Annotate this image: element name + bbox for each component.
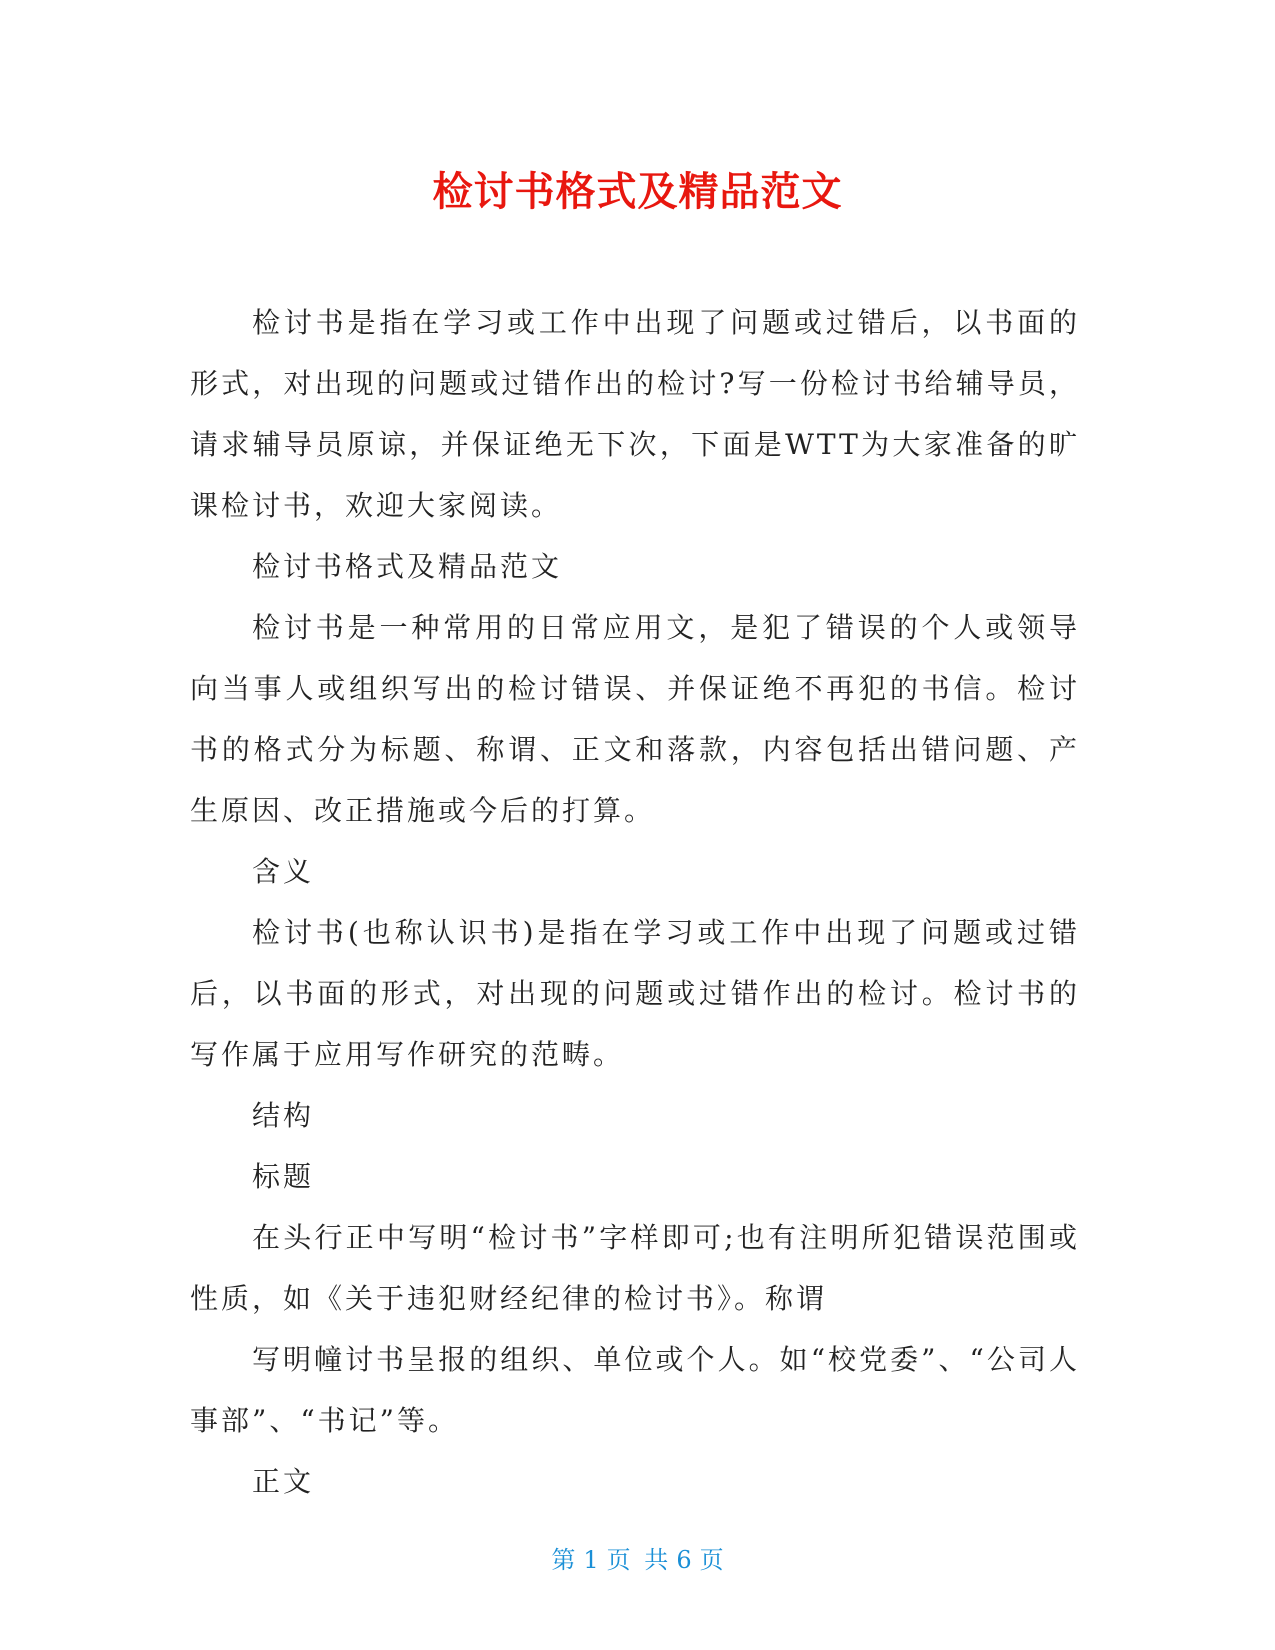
document-title: 检讨书格式及精品范文 [432, 169, 843, 215]
heading-structure: 结构 [252, 1099, 315, 1132]
paragraph-salutation: 写明幢讨书呈报的组织、单位或个人。如“校党委”、“公司人事部”、“书记”等。 [190, 1343, 1080, 1437]
document-body [190, 292, 1080, 1512]
paragraph-definition: 检讨书是一种常用的日常应用文，是犯了错误的个人或领导向当事人或组织写出的检讨错误、并保证绝不再犯的书信。检讨书的格式分为标题、称谓、正文和落款，内容包括出错问题、产生原因、改正措施或今后的打算。 [190, 611, 1080, 827]
page-footer [0, 1540, 1275, 1575]
footer-suffix: 页 [699, 1546, 724, 1574]
footer-prefix: 第 [551, 1546, 576, 1574]
footer-middle: 页 共 [606, 1546, 669, 1574]
paragraph-title-section: 在头行正中写明“检讨书”字样即可;也有注明所犯错误范围或性质，如《关于违犯财经纪律的检讨书》。称谓 [190, 1221, 1080, 1315]
heading-body-section: 正文 [252, 1465, 315, 1498]
paragraph-intro: 检讨书是指在学习或工作中出现了问题或过错后，以书面的形式，对出现的问题或过错作出的检讨?写一份检讨书给辅导员，请求辅导员原谅，并保证绝无下次，下面是WTT为大家准备的旷课检讨书，欢迎大家阅读。 [190, 306, 1080, 522]
paragraph-subtitle: 检讨书格式及精品范文 [252, 550, 563, 583]
paragraph-meaning: 检讨书(也称认识书)是指在学习或工作中出现了问题或过错后，以书面的形式，对出现的问题或过错作出的检讨。检讨书的写作属于应用写作研究的范畴。 [190, 916, 1080, 1071]
footer-total-pages: 6 [676, 1546, 692, 1574]
heading-title-section: 标题 [252, 1160, 315, 1193]
footer-page-number: 1 [583, 1546, 599, 1574]
heading-meaning: 含义 [252, 855, 315, 888]
